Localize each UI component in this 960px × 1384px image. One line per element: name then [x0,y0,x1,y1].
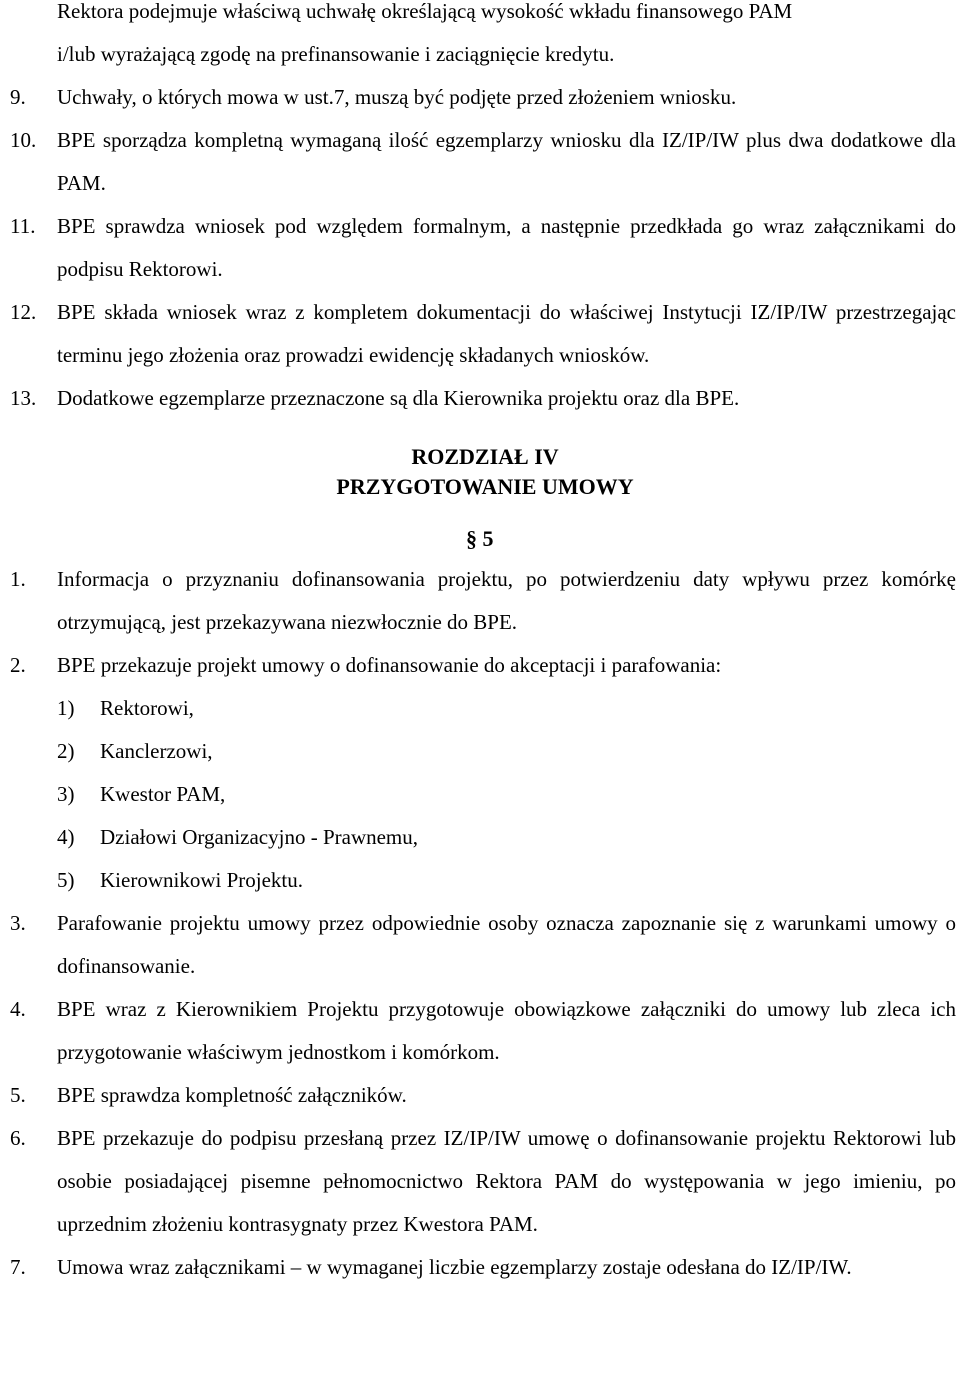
list-item [0,205,960,291]
sub-item-number: 3) [57,782,75,806]
item-text: Umowa wraz załącznikami – w wymaganej liczbie egzemplarzy zostaje odesłana do IZ/IP/IW. [57,1255,852,1279]
sub-list-item [0,773,960,816]
item-number: 2. [10,653,26,677]
list-item [0,119,960,205]
item-text: BPE wraz z Kierownikiem Projektu przygotowuje obowiązkowe załączniki do umowy lub zleca ich przygotowanie właściwym jednostkom i komórkom. [57,997,956,1064]
list-item [0,988,960,1074]
chapter-title: ROZDZIAŁ IV [411,444,559,469]
sub-item-number: 1) [57,696,75,720]
item-number: 7. [10,1255,26,1279]
sub-list-item [0,730,960,773]
list-item [0,1117,960,1246]
section-number: § 5 [466,526,494,551]
item-number: 11. [10,214,36,238]
continued-line: Rektora podejmuje właściwą uchwałę określającą wysokość wkładu finansowego PAM [57,0,793,23]
item-number: 3. [10,911,26,935]
list-item [0,1074,960,1117]
sub-item-text: Kierownikowi Projektu. [100,868,303,892]
spacer [0,502,960,524]
list-item [0,644,960,687]
item-number: 12. [10,300,37,324]
list-item [0,291,960,377]
item-text: BPE sporządza kompletną wymaganą ilość egzemplarzy wniosku dla IZ/IP/IW plus dwa dodatkowe dla PAM. [57,128,956,195]
list-item [0,1246,960,1289]
item-text: BPE sprawdza wniosek pod względem formalnym, a następnie przedkłada go wraz załącznikami do podpisu Rektorowi. [57,214,956,281]
sub-item-text: Rektorowi, [100,696,194,720]
item-text: Uchwały, o których mowa w ust.7, muszą być podjęte przed złożeniem wniosku. [57,85,737,109]
list-item [0,377,960,420]
item-number: 13. [10,386,37,410]
sub-list-item [0,687,960,730]
sub-item-text: Kwestor PAM, [100,782,226,806]
item-text: Parafowanie projektu umowy przez odpowiednie osoby oznacza zapoznanie się z warunkami umowy o dofinansowanie. [57,911,956,978]
item-number: 5. [10,1083,26,1107]
list-item [0,558,960,644]
sub-item-number: 2) [57,739,75,763]
sub-item-number: 4) [57,825,75,849]
item-text: Informacja o przyznaniu dofinansowania projektu, po potwierdzeniu daty wpływu przez komórkę otrzymującą, jest przekazywana niezwłocznie do BPE. [57,567,956,634]
sub-list-item [0,816,960,859]
list-bottom [0,558,960,1289]
chapter-subtitle: PRZYGOTOWANIE UMOWY [336,474,634,499]
continued-paragraph [0,0,960,76]
sub-list [0,687,960,902]
sub-item-text: Działowi Organizacyjno - Prawnemu, [100,825,419,849]
item-text: BPE przekazuje projekt umowy o dofinansowanie do akceptacji i parafowania: [57,653,722,677]
item-number: 4. [10,997,26,1021]
sub-item-number: 5) [57,868,75,892]
sub-item-text: Kanclerzowi, [100,739,213,763]
item-text: Dodatkowe egzemplarze przeznaczone są dla Kierownika projektu oraz dla BPE. [57,386,740,410]
sub-list-item [0,859,960,902]
chapter-heading [0,442,960,502]
item-text: BPE składa wniosek wraz z kompletem dokumentacji do właściwej Instytucji IZ/IP/IW przestrzegając terminu jego złożenia oraz prowadzi ewidencję składanych wniosków. [57,300,956,367]
section-mark [0,524,960,558]
item-number: 6. [10,1126,26,1150]
item-text: BPE przekazuje do podpisu przesłaną przez IZ/IP/IW umowę o dofinansowanie projektu Rektorowi lub osobie posiadającej pisemne pełnomocnictwo Rektora PAM do występowania w jego imieniu, po uprzednim złożeniu kontrasygnaty przez Kwestora PAM. [57,1126,956,1236]
item-number: 1. [10,567,26,591]
spacer [0,420,960,442]
item-text: BPE sprawdza kompletność załączników. [57,1083,407,1107]
item-number: 9. [10,85,26,109]
list-top [0,76,960,420]
list-item [0,76,960,119]
item-number: 10. [10,128,37,152]
continued-line: i/lub wyrażającą zgodę na prefinansowanie i zaciągnięcie kredytu. [57,42,615,66]
list-item [0,902,960,988]
